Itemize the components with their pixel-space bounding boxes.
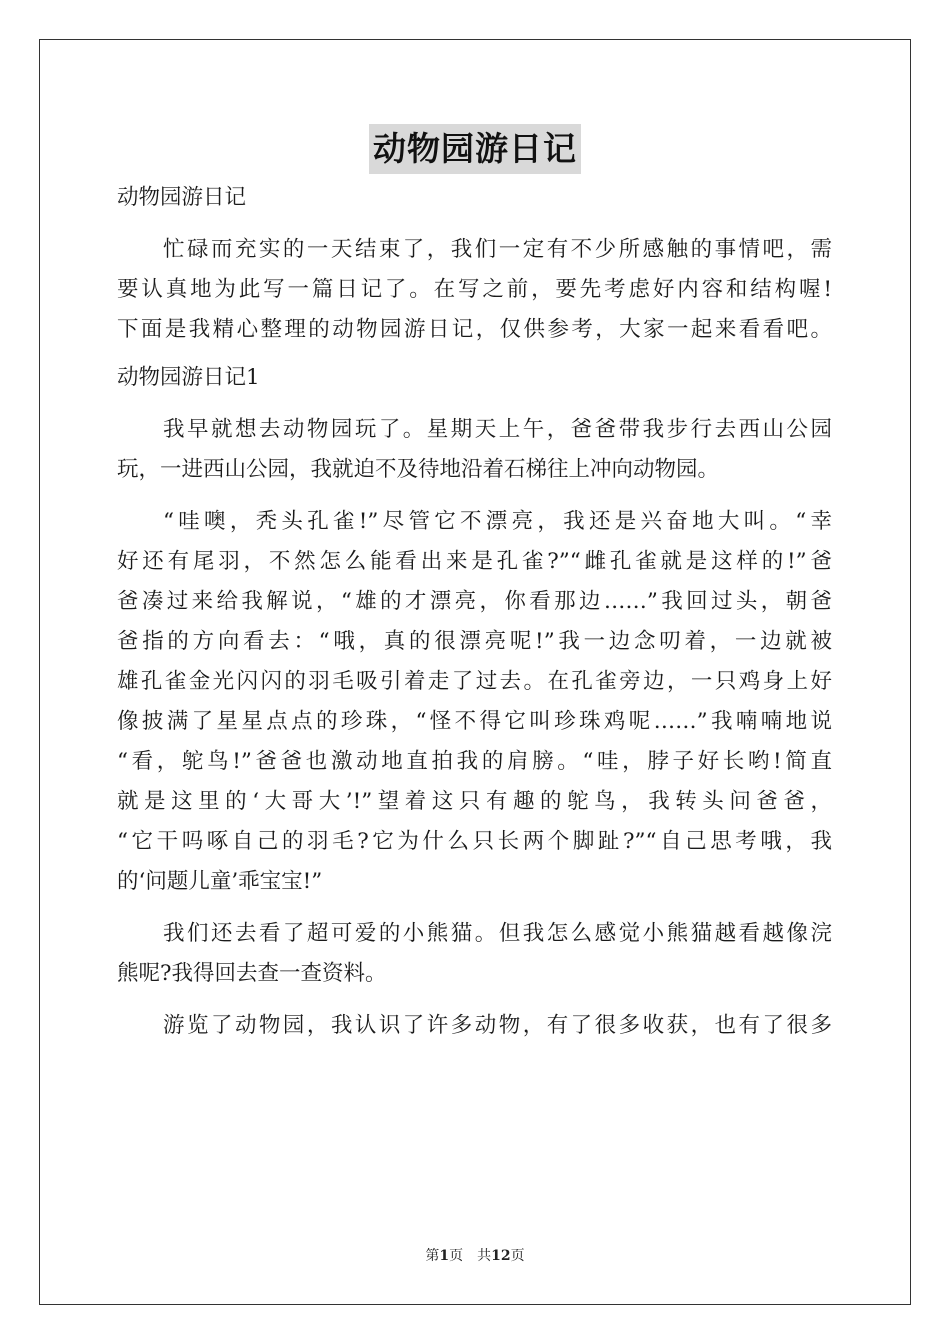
paragraph-2 <box>117 502 832 902</box>
paragraph-line: 就是这里的‘大哥大’!”望着这只有趣的鸵鸟，我转头问爸爸， <box>117 789 832 814</box>
subtitle: 动物园游日记 <box>117 185 247 210</box>
footer-middle: 页 共 <box>449 1248 492 1264</box>
paragraph-line: 爸凑过来给我解说，“雄的才漂亮，你看那边……”我回过头，朝爸 <box>117 589 832 614</box>
section-heading: 动物园游日记1 <box>117 365 260 390</box>
paragraph-line: 的‘问题儿童’乖宝宝!” <box>117 869 323 894</box>
document-title: 动物园游日记 <box>369 124 581 174</box>
paragraph-3 <box>117 914 832 994</box>
page-footer <box>0 1246 950 1266</box>
intro-line: 忙碌而充实的一天结束了，我们一定有不少所感触的事情吧，需 <box>163 237 832 262</box>
intro-line: 下面是我精心整理的动物园游日记，仅供参考，大家一起来看看吧。 <box>117 317 832 342</box>
title-container <box>0 124 950 174</box>
document-body <box>117 178 832 1046</box>
paragraph-line: 熊呢?我得回去查一查资料。 <box>117 961 387 986</box>
footer-total-pages: 12 <box>491 1248 511 1264</box>
paragraph-line: “它干吗啄自己的羽毛?它为什么只长两个脚趾?”“自己思考哦，我 <box>117 829 832 854</box>
footer-suffix: 页 <box>510 1248 525 1264</box>
paragraph-line: 游览了动物园，我认识了许多动物，有了很多收获，也有了很多 <box>163 1013 832 1038</box>
paragraph-1 <box>117 410 832 490</box>
intro-line: 要认真地为此写一篇日记了。在写之前，要先考虑好内容和结构喔! <box>117 277 832 302</box>
footer-page-number: 1 <box>439 1248 450 1264</box>
paragraph-line: 像披满了星星点点的珍珠，“怪不得它叫珍珠鸡呢……”我喃喃地说 <box>117 709 832 734</box>
paragraph-line: “看，鸵鸟!”爸爸也激动地直拍我的肩膀。“哇，脖子好长哟!简直 <box>117 749 832 774</box>
paragraph-line: 爸指的方向看去：“哦，真的很漂亮呢!”我一边念叨着，一边就被 <box>117 629 832 654</box>
paragraph-line: 我们还去看了超可爱的小熊猫。但我怎么感觉小熊猫越看越像浣 <box>163 921 832 946</box>
paragraph-line: 好还有尾羽，不然怎么能看出来是孔雀?”“雌孔雀就是这样的!”爸 <box>117 549 832 574</box>
paragraph-4 <box>117 1006 832 1046</box>
footer-prefix: 第 <box>425 1248 440 1264</box>
paragraph-line: “哇噢，秃头孔雀!”尽管它不漂亮，我还是兴奋地大叫。“幸 <box>163 509 832 534</box>
paragraph-line: 玩，一进西山公园，我就迫不及待地沿着石梯往上冲向动物园。 <box>117 457 720 482</box>
paragraph-line: 我早就想去动物园玩了。星期天上午，爸爸带我步行去西山公园 <box>163 417 832 442</box>
paragraph-line: 雄孔雀金光闪闪的羽毛吸引着走了过去。在孔雀旁边，一只鸡身上好 <box>117 669 832 694</box>
intro-paragraph <box>117 230 832 350</box>
